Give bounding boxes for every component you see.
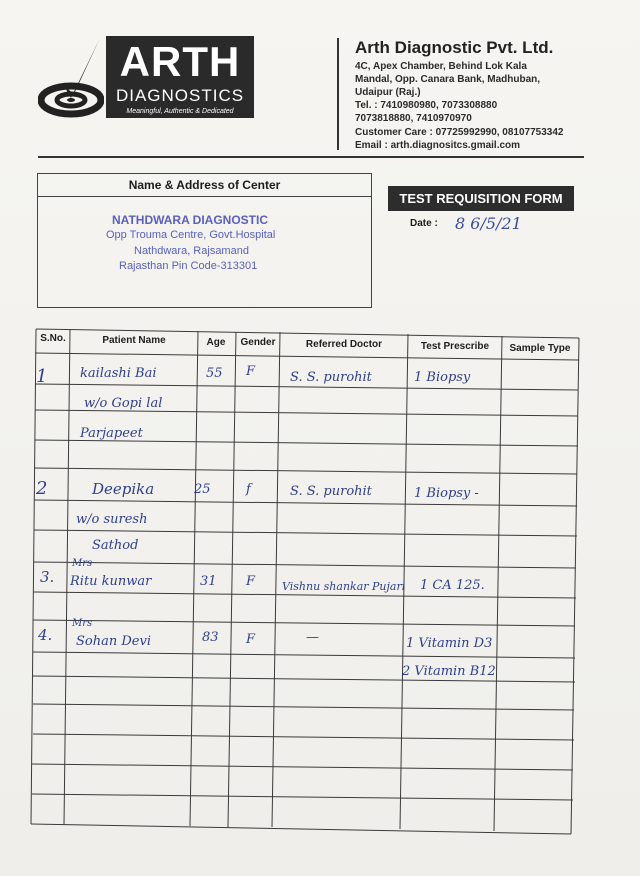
- company-name: Arth Diagnostic Pvt. Ltd.: [355, 38, 554, 57]
- row-1-sno: 1: [36, 366, 48, 387]
- row-4-patient-name: Sohan Devi: [76, 634, 151, 649]
- brand-name-sub: DIAGNOSTICS: [115, 86, 245, 105]
- row-2-test: 1 Biopsy -: [414, 486, 479, 501]
- row-3-test: 1 CA 125.: [420, 578, 485, 593]
- row-3-doctor: Vishnu shankar Pujari: [282, 580, 406, 593]
- column-header-sno: S.No.: [40, 333, 66, 344]
- company-phone-line: 7073818880, 7410970970: [355, 113, 472, 124]
- form-title: TEST REQUISITION FORM: [388, 186, 574, 211]
- row-1-patient-surname: Parjapeet: [80, 426, 143, 441]
- row-3-age: 31: [200, 574, 217, 589]
- row-4-gender: F: [246, 632, 256, 647]
- row-4-sno: 4.: [38, 626, 53, 644]
- company-address-line: Mandal, Opp. Canara Bank, Madhuban,: [355, 74, 541, 85]
- center-stamp-line: Rajasthan Pin Code-313301: [119, 260, 258, 272]
- center-stamp-line: Nathdwara, Rajsamand: [134, 245, 249, 257]
- row-2-doctor: S. S. purohit: [290, 484, 372, 499]
- company-phone-line: Tel. : 7410980980, 7073308880: [355, 100, 498, 111]
- center-heading: Name & Address of Center: [38, 174, 371, 197]
- company-address-line: 4C, Apex Chamber, Behind Lok Kala: [355, 61, 527, 72]
- center-stamp-name: NATHDWARA DIAGNOSTIC: [112, 213, 268, 227]
- column-header-test-prescribe: Test Prescribe: [420, 341, 490, 352]
- date-label: Date :: [410, 218, 438, 229]
- brand-tagline: Meaningful, Authentic & Dedicated: [126, 108, 234, 115]
- row-2-age: 25: [194, 482, 211, 497]
- company-email: Email : arth.diagnositcs.gmail.com: [355, 140, 521, 151]
- center-stamp-line: Opp Trouma Centre, Govt.Hospital: [106, 229, 276, 241]
- row-1-gender: F: [246, 364, 256, 379]
- column-header-sample-type: Sample Type: [509, 343, 571, 354]
- row-4-age: 83: [202, 630, 219, 645]
- row-4-doctor: —: [306, 630, 319, 645]
- company-address-line: Udaipur (Raj.): [355, 87, 421, 98]
- column-header-age: Age: [206, 337, 226, 348]
- row-2-gender: f: [246, 482, 251, 497]
- row-4-patient-title: Mrs: [72, 618, 93, 629]
- row-1-patient-relation: w/o Gopi lal: [84, 396, 163, 411]
- row-1-test: 1 Biopsy: [414, 370, 471, 385]
- row-4-test-2: 2 Vitamin B12: [402, 664, 496, 679]
- row-2-patient-surname: Sathod: [92, 538, 139, 553]
- date-value: 8 6/5/21: [455, 214, 522, 233]
- column-header-gender: Gender: [240, 337, 276, 348]
- brand-name-big: ARTH: [119, 38, 241, 85]
- company-customer-care: Customer Care : 07725992990, 08107753342: [355, 127, 564, 138]
- row-2-patient-name: Deepika: [92, 480, 155, 498]
- row-3-sno: 3.: [40, 568, 55, 586]
- row-3-patient-title: Mrs: [72, 558, 93, 569]
- row-3-patient-name: Ritu kunwar: [70, 574, 152, 589]
- column-header-patient-name: Patient Name: [102, 335, 166, 346]
- row-4-test-1: 1 Vitamin D3: [406, 636, 493, 651]
- row-1-patient-name: kailashi Bai: [80, 366, 157, 381]
- row-2-patient-relation: w/o suresh: [76, 512, 148, 527]
- row-2-sno: 2: [36, 478, 48, 499]
- row-1-doctor: S. S. purohit: [290, 370, 372, 385]
- row-3-gender: F: [246, 574, 256, 589]
- row-1-age: 55: [206, 366, 223, 381]
- column-header-referred-doctor: Referred Doctor: [305, 339, 383, 350]
